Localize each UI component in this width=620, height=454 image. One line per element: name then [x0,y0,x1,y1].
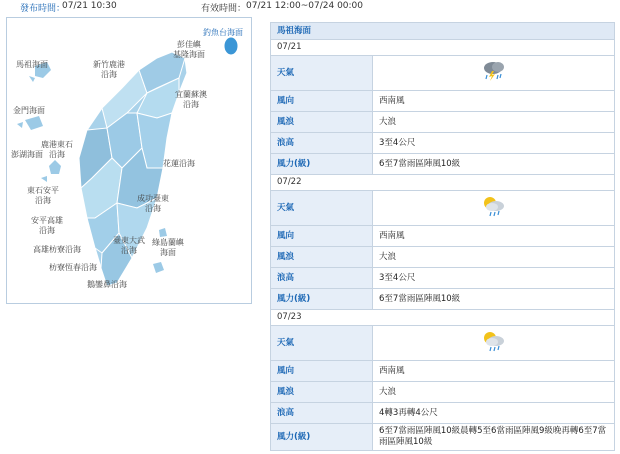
forecast-region-title: 馬祖海面 [271,23,615,40]
region-hualien[interactable]: 花蓮沿海 [163,159,195,168]
wave-height-row [271,268,615,289]
wind-force-value: 6至7當雨區陣風10級 [373,154,615,175]
valid-label: 有效時間： [201,4,247,14]
wave-value: 大浪 [373,112,615,133]
wind-dir-label: 風向 [271,91,373,112]
thunderstorm-rain-icon [481,60,507,86]
kinmen-island [25,116,43,130]
wind-force-row [271,424,615,451]
penghu-island [49,160,61,174]
region-mazu[interactable]: 馬祖海面 [16,60,48,69]
wind-dir-value: 西南風 [373,361,615,382]
day-date: 07/23 [271,310,615,326]
publish-label: 發布時間： [20,4,66,14]
region-pengjia-keelung[interactable]: 彭佳嶼 基隆海面 [173,40,205,59]
wave-row [271,247,615,268]
wave-value: 大浪 [373,247,615,268]
wind-dir-value: 西南風 [373,91,615,112]
wave-height-label: 浪高 [271,133,373,154]
wave-label: 風浪 [271,382,373,403]
wind-dir-label: 風向 [271,361,373,382]
weather-row [271,191,615,226]
wave-height-label: 浪高 [271,268,373,289]
day-date-row [271,175,615,191]
weather-label: 天氣 [271,191,373,226]
day-date-row [271,310,615,326]
forecast-table [270,22,615,451]
region-fangliao-hengchun[interactable]: 枋寮恆春沿海 [49,263,97,272]
region-eluanbi[interactable]: 鵝鑾鼻沿海 [87,280,127,289]
sun-cloud-rain-icon [481,195,507,221]
wind-force-value: 6至7當雨區陣風10級 [373,289,615,310]
region-chenggong-taitung[interactable]: 成功臺東 沿海 [137,194,169,213]
diaoyutai-island [224,37,238,55]
wave-label: 風浪 [271,112,373,133]
wind-dir-row [271,226,615,247]
weather-label: 天氣 [271,326,373,361]
wind-dir-label: 風向 [271,226,373,247]
region-diaoyutai[interactable]: 釣魚台海面 [203,28,243,37]
wind-force-value: 6至7當雨區陣風10級晨轉5至6當雨區陣風9級晚再轉6至7當雨區陣風10級 [373,424,615,451]
wind-force-label: 風力(級) [271,424,373,451]
wind-dir-row [271,91,615,112]
region-anping-kaohsiung[interactable]: 安平高雄 沿海 [31,216,63,235]
day-date-row [271,40,615,56]
publish-time: 07/21 10:30 [62,1,117,11]
wind-force-row [271,289,615,310]
sea-area-map [6,17,252,304]
wave-height-row [271,133,615,154]
wave-row [271,382,615,403]
region-hsinchu-lugang[interactable]: 新竹鹿港 沿海 [93,60,125,79]
region-kinmen[interactable]: 金門海面 [13,106,45,115]
lanyu-island [153,262,164,273]
day-date: 07/22 [271,175,615,191]
weather-row [271,326,615,361]
region-yilan-suao[interactable]: 宜蘭蘇澳 沿海 [175,90,207,109]
wind-dir-value: 西南風 [373,226,615,247]
weather-row [271,56,615,91]
wave-height-value: 4轉3再轉4公尺 [373,403,615,424]
ludao-island [159,228,167,237]
day-date: 07/21 [271,40,615,56]
wave-height-label: 浪高 [271,403,373,424]
forecast-region-row [271,23,615,40]
region-kaohsiung-fangliao[interactable]: 高雄枋寮沿海 [33,245,81,254]
wave-height-value: 3至4公尺 [373,268,615,289]
wind-dir-row [271,361,615,382]
wave-height-row [271,403,615,424]
valid-time: 07/21 12:00~07/24 00:00 [246,1,364,11]
sun-cloud-rain-icon [481,330,507,356]
header-bar [0,0,620,14]
wave-label: 風浪 [271,247,373,268]
region-lugang-dongshi[interactable]: 鹿港東石 沿海 [41,140,73,159]
wind-force-label: 風力(級) [271,154,373,175]
region-taitung-dawu[interactable]: 臺東大武 沿海 [113,236,145,255]
weather-label: 天氣 [271,56,373,91]
wind-force-row [271,154,615,175]
region-ludao-lanyu[interactable]: 綠島蘭嶼 海面 [152,238,184,257]
wave-value: 大浪 [373,382,615,403]
region-penghu[interactable]: 澎湖海面 [11,150,43,159]
region-dongshi-anping[interactable]: 東石安平 沿海 [27,186,59,205]
wave-row [271,112,615,133]
wave-height-value: 3至4公尺 [373,133,615,154]
wind-force-label: 風力(級) [271,289,373,310]
